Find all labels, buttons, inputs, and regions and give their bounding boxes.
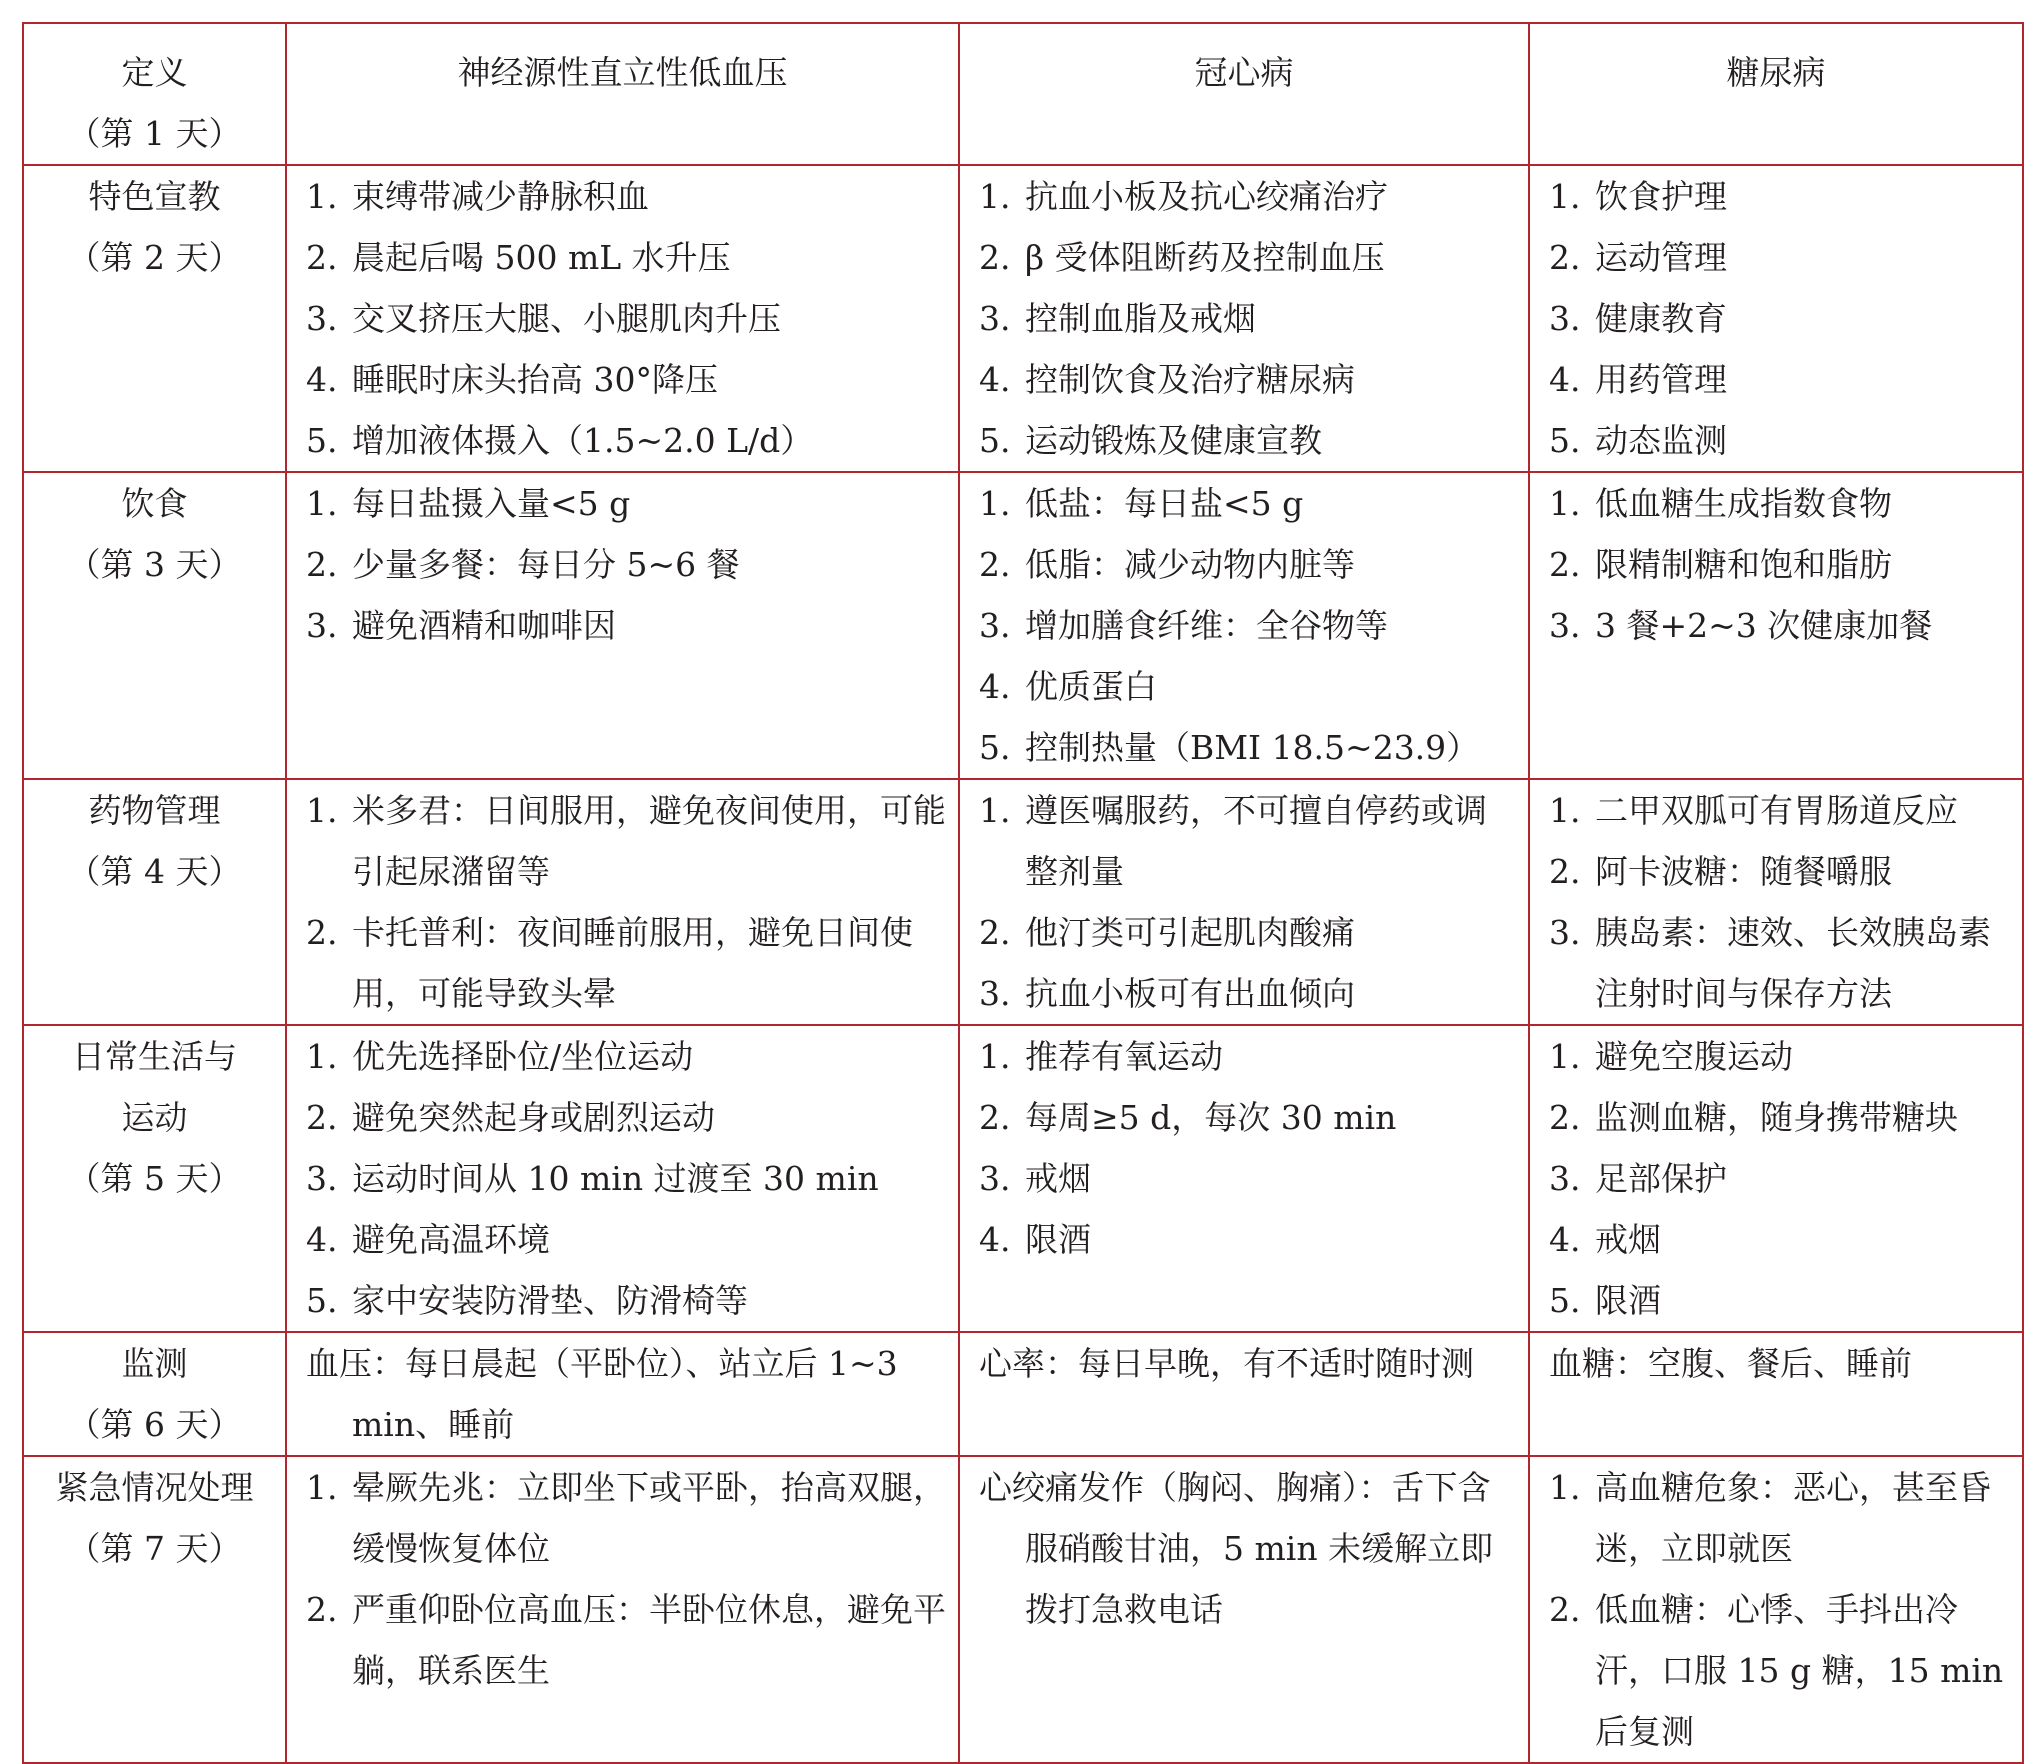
item-number: 1. xyxy=(979,1037,1011,1076)
item-text: 戒烟 xyxy=(1025,1159,1091,1198)
cell-orthostatic-hypotension xyxy=(286,165,959,472)
item-number: 3. xyxy=(1549,913,1581,952)
item-text: 饮食护理 xyxy=(1595,177,1727,216)
item-number: 2. xyxy=(1549,238,1581,277)
list-item xyxy=(306,902,948,1024)
list-item xyxy=(1549,227,2012,288)
definition-header-label: 定义 xyxy=(121,53,188,92)
list-item xyxy=(306,595,948,656)
list-item xyxy=(1549,1148,2012,1209)
list-item xyxy=(1549,473,2012,534)
cell-diabetes xyxy=(1529,165,2023,472)
list-item xyxy=(306,1148,948,1209)
list-item xyxy=(1549,1333,2012,1394)
item-text: 控制血脂及戒烟 xyxy=(1025,299,1256,338)
cell-orthostatic-hypotension xyxy=(286,1332,959,1456)
item-text: 心率：每日早晚，有不适时随时测 xyxy=(979,1344,1474,1383)
item-number: 1. xyxy=(1549,1037,1581,1076)
item-number: 3. xyxy=(979,1159,1011,1198)
definition-line: （第 4 天） xyxy=(67,852,242,891)
definition-line: 运动 xyxy=(121,1098,188,1137)
item-number: 4. xyxy=(979,667,1011,706)
item-number: 1. xyxy=(1549,1468,1581,1507)
row-daily-activity xyxy=(23,1025,2023,1332)
item-number: 1. xyxy=(306,177,338,216)
item-number: 4. xyxy=(306,360,338,399)
item-number: 2. xyxy=(979,1098,1011,1137)
item-text: 戒烟 xyxy=(1595,1220,1661,1259)
list-item xyxy=(306,349,948,410)
list-item xyxy=(306,1026,948,1087)
list-item xyxy=(306,1333,948,1455)
list-item xyxy=(979,1457,1518,1640)
item-number: 1. xyxy=(306,1468,338,1507)
item-text: 米多君：日间服用，避免夜间使用，可能引起尿潴留等 xyxy=(352,791,946,891)
item-text: 推荐有氧运动 xyxy=(1025,1037,1223,1076)
cell-diabetes xyxy=(1529,1025,2023,1332)
item-number: 5. xyxy=(306,421,338,460)
definition-cell xyxy=(23,1456,286,1763)
item-text: 抗血小板及抗心绞痛治疗 xyxy=(1025,177,1388,216)
definition-line: 监测 xyxy=(121,1344,188,1383)
cell-coronary-heart-disease xyxy=(959,165,1529,472)
cell-coronary-heart-disease xyxy=(959,472,1529,779)
item-number: 2. xyxy=(306,238,338,277)
item-text: 控制饮食及治疗糖尿病 xyxy=(1025,360,1355,399)
list-item xyxy=(979,288,1518,349)
item-number: 1. xyxy=(1549,177,1581,216)
item-number: 5. xyxy=(306,1281,338,1320)
row-emergency xyxy=(23,1456,2023,1763)
item-text: 晨起后喝 500 mL 水升压 xyxy=(352,238,731,277)
list-item xyxy=(1549,349,2012,410)
definition-line: （第 7 天） xyxy=(67,1529,242,1568)
item-text: 足部保护 xyxy=(1595,1159,1727,1198)
item-number: 1. xyxy=(979,791,1011,830)
list-item xyxy=(1549,595,2012,656)
list-item xyxy=(979,349,1518,410)
item-number: 2. xyxy=(979,238,1011,277)
cell-diabetes xyxy=(1529,1456,2023,1763)
cell-orthostatic-hypotension xyxy=(286,1025,959,1332)
item-text: 少量多餐：每日分 5~6 餐 xyxy=(352,545,740,584)
cell-orthostatic-hypotension xyxy=(286,779,959,1025)
list-item xyxy=(306,1087,948,1148)
definition-header-cell xyxy=(23,23,286,165)
definition-cell xyxy=(23,1332,286,1456)
item-text: 3 餐+2~3 次健康加餐 xyxy=(1595,606,1933,645)
item-number: 5. xyxy=(1549,421,1581,460)
list-item xyxy=(979,410,1518,471)
item-number: 2. xyxy=(306,913,338,952)
list-item xyxy=(1549,780,2012,841)
cell-diabetes xyxy=(1529,1332,2023,1456)
item-text: 运动锻炼及健康宣教 xyxy=(1025,421,1322,460)
item-number: 4. xyxy=(306,1220,338,1259)
list-item xyxy=(1549,1457,2012,1579)
row-diet xyxy=(23,472,2023,779)
item-number: 4. xyxy=(1549,1220,1581,1259)
list-item xyxy=(1549,1026,2012,1087)
item-number: 4. xyxy=(979,1220,1011,1259)
list-item xyxy=(306,780,948,902)
item-text: 运动时间从 10 min 过渡至 30 min xyxy=(352,1159,879,1198)
list-item xyxy=(979,166,1518,227)
list-item xyxy=(306,1209,948,1270)
item-number: 3. xyxy=(1549,606,1581,645)
column-header-coronary-heart-disease: 冠心病 xyxy=(959,23,1529,165)
item-number: 1. xyxy=(1549,484,1581,523)
item-text: 低血糖：心悸、手抖出冷汗，口服 15 g 糖，15 min 后复测 xyxy=(1595,1590,2004,1751)
item-number: 1. xyxy=(306,484,338,523)
row-monitoring xyxy=(23,1332,2023,1456)
item-number: 3. xyxy=(306,299,338,338)
item-text: 阿卡波糖：随餐嚼服 xyxy=(1595,852,1892,891)
item-text: 低血糖生成指数食物 xyxy=(1595,484,1892,523)
definition-line: （第 3 天） xyxy=(67,545,242,584)
definition-line: 饮食 xyxy=(121,484,188,523)
list-item xyxy=(306,473,948,534)
item-number: 3. xyxy=(1549,299,1581,338)
definition-line: 日常生活与 xyxy=(72,1037,237,1076)
list-item xyxy=(1549,410,2012,471)
column-header-diabetes: 糖尿病 xyxy=(1529,23,2023,165)
item-text: 二甲双胍可有胃肠道反应 xyxy=(1595,791,1958,830)
item-text: 增加膳食纤维：全谷物等 xyxy=(1025,606,1388,645)
item-text: 卡托普利：夜间睡前服用，避免日间使用，可能导致头晕 xyxy=(352,913,913,1013)
item-text: 监测血糖，随身携带糖块 xyxy=(1595,1098,1958,1137)
item-number: 2. xyxy=(979,545,1011,584)
item-text: 低脂：减少动物内脏等 xyxy=(1025,545,1355,584)
definition-line: （第 2 天） xyxy=(67,238,242,277)
item-text: 避免空腹运动 xyxy=(1595,1037,1793,1076)
cell-coronary-heart-disease xyxy=(959,1025,1529,1332)
item-text: β 受体阻断药及控制血压 xyxy=(1025,238,1385,277)
item-text: 优质蛋白 xyxy=(1025,667,1157,706)
item-text: 他汀类可引起肌肉酸痛 xyxy=(1025,913,1355,952)
list-item xyxy=(979,595,1518,656)
list-item xyxy=(979,656,1518,717)
list-item xyxy=(1549,288,2012,349)
list-item xyxy=(979,1148,1518,1209)
item-number: 5. xyxy=(979,421,1011,460)
column-header-orthostatic-hypotension: 神经源性直立性低血压 xyxy=(286,23,959,165)
cell-orthostatic-hypotension xyxy=(286,472,959,779)
item-number: 2. xyxy=(1549,1098,1581,1137)
item-number: 1. xyxy=(979,484,1011,523)
item-number: 2. xyxy=(1549,1590,1581,1629)
list-item xyxy=(306,534,948,595)
item-text: 胰岛素：速效、长效胰岛素注射时间与保存方法 xyxy=(1595,913,1991,1013)
cell-coronary-heart-disease xyxy=(959,779,1529,1025)
item-number: 3. xyxy=(979,299,1011,338)
item-text: 限精制糖和饱和脂肪 xyxy=(1595,545,1892,584)
list-item xyxy=(979,534,1518,595)
item-number: 2. xyxy=(1549,545,1581,584)
list-item xyxy=(1549,534,2012,595)
item-number: 4. xyxy=(979,360,1011,399)
item-text: 运动管理 xyxy=(1595,238,1727,277)
list-item xyxy=(1549,166,2012,227)
item-number: 3. xyxy=(306,1159,338,1198)
item-number: 5. xyxy=(1549,1281,1581,1320)
cell-orthostatic-hypotension xyxy=(286,1456,959,1763)
cell-diabetes xyxy=(1529,472,2023,779)
item-number: 3. xyxy=(979,974,1011,1013)
header-row xyxy=(23,23,2023,165)
item-number: 5. xyxy=(979,728,1011,767)
list-item xyxy=(1549,902,2012,1024)
item-text: 每周≥5 d，每次 30 min xyxy=(1025,1098,1397,1137)
definition-line: 紧急情况处理 xyxy=(55,1468,254,1507)
item-number: 2. xyxy=(306,1590,338,1629)
definition-cell xyxy=(23,1025,286,1332)
care-plan-table xyxy=(22,22,2024,1764)
list-item xyxy=(306,227,948,288)
item-text: 限酒 xyxy=(1025,1220,1091,1259)
item-text: 心绞痛发作（胸闷、胸痛）：舌下含服硝酸甘油，5 min 未缓解立即拨打急救电话 xyxy=(979,1468,1494,1629)
item-number: 3. xyxy=(306,606,338,645)
item-text: 严重仰卧位高血压：半卧位休息，避免平躺，联系医生 xyxy=(352,1590,946,1690)
item-number: 2. xyxy=(306,545,338,584)
item-number: 3. xyxy=(1549,1159,1581,1198)
list-item xyxy=(306,1270,948,1331)
list-item xyxy=(979,1087,1518,1148)
list-item xyxy=(979,1333,1518,1394)
list-item xyxy=(979,1026,1518,1087)
item-text: 束缚带减少静脉积血 xyxy=(352,177,649,216)
item-text: 优先选择卧位/坐位运动 xyxy=(352,1037,694,1076)
list-item xyxy=(306,1579,948,1701)
list-item xyxy=(306,288,948,349)
list-item xyxy=(979,227,1518,288)
list-item xyxy=(306,410,948,471)
item-text: 高血糖危象：恶心，甚至昏迷，立即就医 xyxy=(1595,1468,1991,1568)
definition-cell xyxy=(23,472,286,779)
definition-line: （第 5 天） xyxy=(67,1159,242,1198)
item-text: 晕厥先兆：立即坐下或平卧，抬高双腿，缓慢恢复体位 xyxy=(352,1468,946,1568)
item-number: 2. xyxy=(1549,852,1581,891)
definition-line: （第 6 天） xyxy=(67,1405,242,1444)
list-item xyxy=(979,963,1518,1024)
item-number: 1. xyxy=(306,791,338,830)
item-text: 避免酒精和咖啡因 xyxy=(352,606,616,645)
item-number: 1. xyxy=(306,1037,338,1076)
definition-line: 药物管理 xyxy=(88,791,221,830)
list-item xyxy=(1549,1209,2012,1270)
list-item xyxy=(979,473,1518,534)
item-number: 1. xyxy=(979,177,1011,216)
item-number: 1. xyxy=(1549,791,1581,830)
item-text: 健康教育 xyxy=(1595,299,1727,338)
list-item xyxy=(979,780,1518,902)
cell-diabetes xyxy=(1529,779,2023,1025)
list-item xyxy=(979,1209,1518,1270)
definition-line: 特色宣教 xyxy=(88,177,221,216)
item-number: 2. xyxy=(306,1098,338,1137)
item-text: 遵医嘱服药，不可擅自停药或调整剂量 xyxy=(1025,791,1487,891)
item-text: 交叉挤压大腿、小腿肌肉升压 xyxy=(352,299,781,338)
item-text: 每日盐摄入量<5 g xyxy=(352,484,631,523)
list-item xyxy=(1549,1270,2012,1331)
list-item xyxy=(1549,841,2012,902)
row-medication xyxy=(23,779,2023,1025)
item-text: 家中安装防滑垫、防滑椅等 xyxy=(352,1281,748,1320)
list-item xyxy=(979,902,1518,963)
cell-coronary-heart-disease xyxy=(959,1456,1529,1763)
item-text: 用药管理 xyxy=(1595,360,1727,399)
item-number: 3. xyxy=(979,606,1011,645)
list-item xyxy=(1549,1087,2012,1148)
item-text: 血压：每日晨起（平卧位）、站立后 1~3 min、睡前 xyxy=(306,1344,898,1444)
list-item xyxy=(979,717,1518,778)
row-education xyxy=(23,165,2023,472)
list-item xyxy=(1549,1579,2012,1762)
cell-coronary-heart-disease xyxy=(959,1332,1529,1456)
item-text: 限酒 xyxy=(1595,1281,1661,1320)
item-text: 抗血小板可有出血倾向 xyxy=(1025,974,1355,1013)
item-text: 低盐：每日盐<5 g xyxy=(1025,484,1304,523)
definition-cell xyxy=(23,779,286,1025)
item-text: 避免突然起身或剧烈运动 xyxy=(352,1098,715,1137)
item-text: 睡眠时床头抬高 30°降压 xyxy=(352,360,718,399)
definition-header-day: （第 1 天） xyxy=(67,114,242,153)
item-text: 动态监测 xyxy=(1595,421,1727,460)
definition-cell xyxy=(23,165,286,472)
item-number: 4. xyxy=(1549,360,1581,399)
item-text: 避免高温环境 xyxy=(352,1220,550,1259)
item-text: 增加液体摄入（1.5~2.0 L/d） xyxy=(352,421,814,460)
list-item xyxy=(306,1457,948,1579)
item-text: 血糖：空腹、餐后、睡前 xyxy=(1549,1344,1912,1383)
item-number: 2. xyxy=(979,913,1011,952)
item-text: 控制热量（BMI 18.5~23.9） xyxy=(1025,728,1480,767)
list-item xyxy=(306,166,948,227)
